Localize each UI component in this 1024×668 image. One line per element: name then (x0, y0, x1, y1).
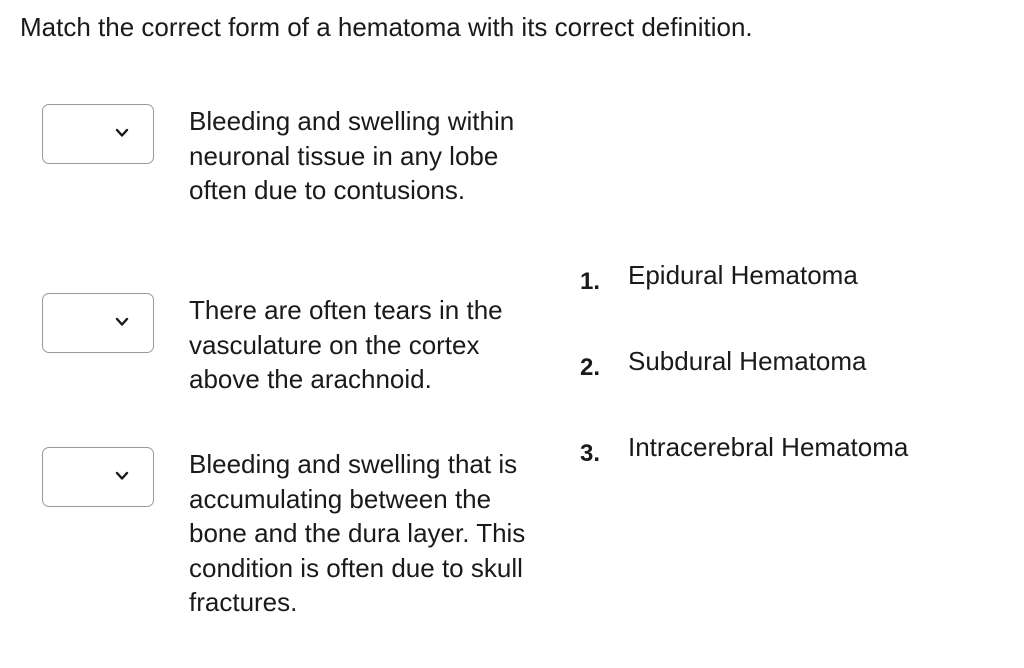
option-item (580, 258, 858, 294)
option-number: 2. (580, 354, 601, 381)
match-select-3[interactable] (42, 447, 154, 507)
question-text: Match the correct form of a hematoma with its correct definition. (20, 12, 753, 42)
option-label: Subdural Hematoma (628, 346, 867, 376)
definition-2: There are often tears in the vasculature on the cortex above the arachnoid. (189, 295, 503, 394)
chevron-down-icon (115, 316, 129, 328)
chevron-down-icon (115, 127, 129, 139)
definition-3: Bleeding and swelling that is accumulating between the bone and the dura layer. This condition is often due to skull fractures. (189, 449, 526, 617)
option-item (580, 430, 908, 466)
definition-1: Bleeding and swelling within neuronal tissue in any lobe often due to contusions. (189, 106, 515, 205)
option-label: Intracerebral Hematoma (628, 432, 909, 462)
option-number: 3. (580, 440, 601, 467)
option-label: Epidural Hematoma (628, 260, 858, 290)
match-select-2[interactable] (42, 293, 154, 353)
option-item (580, 344, 866, 380)
match-select-1[interactable] (42, 104, 154, 164)
chevron-down-icon (115, 470, 129, 482)
option-number: 1. (580, 268, 601, 295)
